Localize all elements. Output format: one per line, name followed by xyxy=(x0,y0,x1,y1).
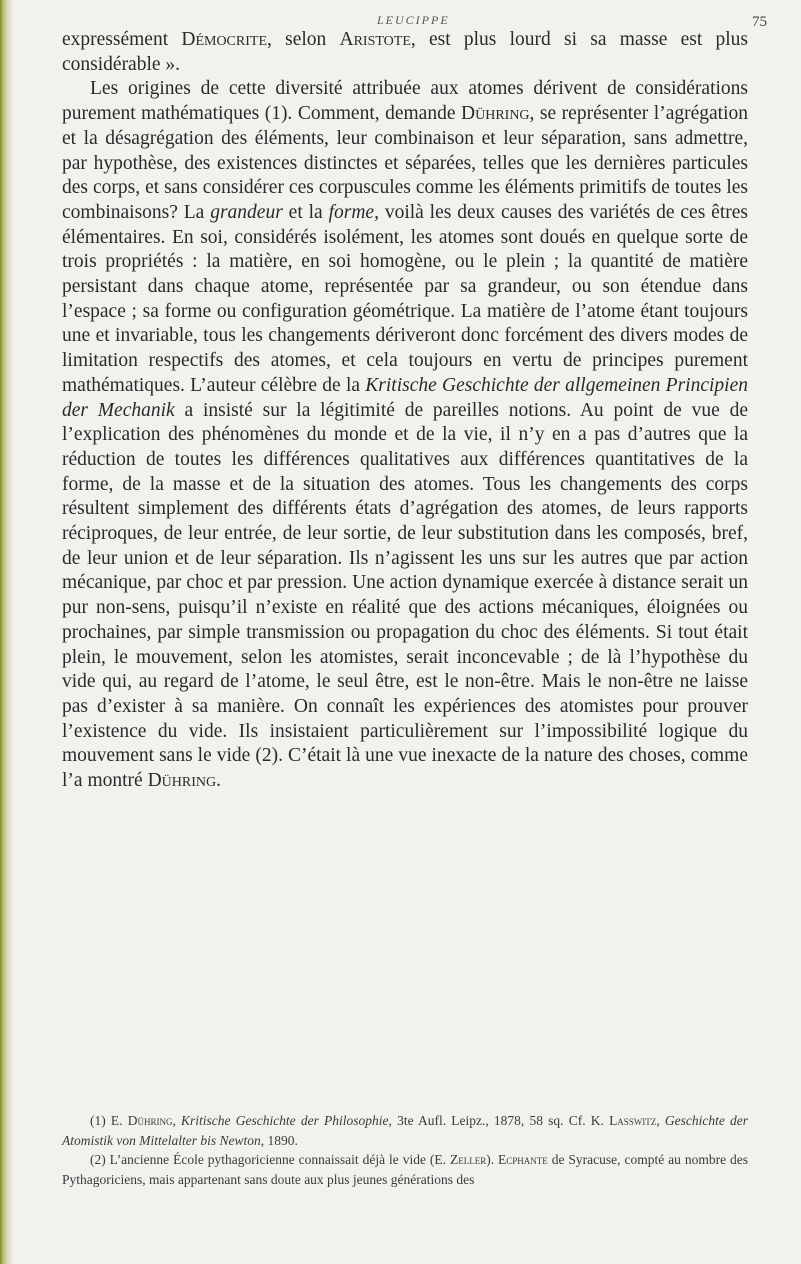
small-caps-name: Zeller xyxy=(449,1152,487,1167)
body-text xyxy=(62,28,748,794)
text-run: (2) L’ancienne École pythagoricienne connaissait déjà le vide (E. xyxy=(90,1152,450,1167)
paragraph-2 xyxy=(62,77,748,793)
small-caps-name: Dühring xyxy=(147,770,217,792)
text-run: , se représenter l’agrégation et la désagrégation des éléments, leur combinaison et leur séparation, sans admettre, par hypothèse, des existences distinctes et séparées, telles que les dernières particules des corps, et sans considérer ces corpuscules comme les éléments primitifs de toutes les combinaisons? La xyxy=(62,103,748,223)
small-caps-name: Dühring xyxy=(127,1113,173,1128)
small-caps-name: Ecphante xyxy=(498,1152,548,1167)
paragraph-1 xyxy=(62,28,748,77)
running-head: LEUCIPPE xyxy=(377,13,450,27)
text-run: . xyxy=(216,770,221,792)
italic-text: Kritische Geschichte der allgemeinen Principien der Mechanik xyxy=(62,374,748,421)
footnote-2 xyxy=(62,1150,748,1189)
text-run: ). xyxy=(486,1152,499,1167)
text-run: Les origines de cette diversité attribuée aux atomes dérivent de considérations purement mathématiques (1). Comment, demande xyxy=(62,78,748,125)
small-caps-name: Dühring xyxy=(461,103,530,125)
text-run: (1) E. xyxy=(90,1113,128,1128)
page-binding-edge xyxy=(0,0,12,1264)
footnote-1 xyxy=(62,1111,748,1150)
text-run: , 1890. xyxy=(260,1132,298,1148)
italic-text: Kritische Geschichte der Philosophie xyxy=(181,1113,389,1128)
text-run: , xyxy=(656,1113,665,1128)
italic-text: Geschichte der Atomistik von Mittelalter bis Newton xyxy=(62,1113,749,1148)
small-caps-name: Lasswitz xyxy=(609,1113,657,1128)
text-run: , est plus lourd si sa masse est plus considérable ». xyxy=(62,29,748,75)
text-run: a insisté sur la légitimité de pareilles notions. Au point de vue de l’explication des phénomènes du monde et de la vie, il n’y en a pas d’autres que la réduction de toutes les différences qualitatives aux différences quantitatives de la forme, de la masse et de la situation des atomes. Tous les changements des corps résultent simplement des différents états d’agrégation des atomes, de leurs rapports réciproques, de leur entrée, de leur sortie, de leur substitution dans les composés, bref, de leur union et de leur séparation. Ils n’agissent les uns sur les autres que par action mécanique, par choc et par pression. Une action dynamique exercée à distance serait un pur non-sens, puisqu’il n’existe en réalité que des actions mécaniques, éloignées ou prochaines, par simple transmission ou propagation du choc des éléments. Si tout était plein, le mouvement, selon les atomistes, serait inconcevable ; de là l’hypothèse du vide qui, au regard de l’atome, le seul être, est le non-être. Mais le non-être ne laisse pas d’exister à sa manière. On connaît les expériences des atomistes pour prouver l’existence du vide. Ils insistaient particulièrement sur l’impossibilité logique du mouvement sans le vide (2). C’était là une vue inexacte de la nature des choses, comme l’a montré xyxy=(62,399,748,792)
page-number: 75 xyxy=(752,14,767,30)
text-run: et la xyxy=(282,201,329,223)
text-run: , selon xyxy=(267,29,340,50)
italic-text: grandeur xyxy=(210,201,283,223)
text-run: voilà les deux causes des variétés de ces êtres élémentaires. En soi, considérés isolément, les atomes sont doués en quelque sorte de trois propriétés : la matière, en soi homogène, ou le plein ; la quantité de matière persistant dans chaque atome, représentée par sa grandeur, ou son étendue dans l’espace ; sa forme ou configuration géométrique. La matière de l’atome étant toujours une et invariable, tous les changements dériveront donc forcément des divers modes de limitation respectifs des atomes, et cela toujours en vertu de principes purement mathématiques. L’auteur célèbre de la xyxy=(62,201,748,396)
small-caps-name: Aristote xyxy=(339,29,411,50)
italic-text: forme, xyxy=(328,201,379,223)
text-run: de Syracuse, compté au nombre des Pythagoriciens, mais appartenant sans doute aux plus jeunes générations des xyxy=(62,1152,749,1187)
small-caps-name: Démocrite xyxy=(181,29,267,50)
text-run: expressément xyxy=(62,29,182,50)
text-run: , 3te Aufl. Leipz., 1878, 58 sq. Cf. K. xyxy=(388,1113,610,1128)
footnotes xyxy=(62,1111,748,1189)
text-run: , xyxy=(172,1113,182,1128)
